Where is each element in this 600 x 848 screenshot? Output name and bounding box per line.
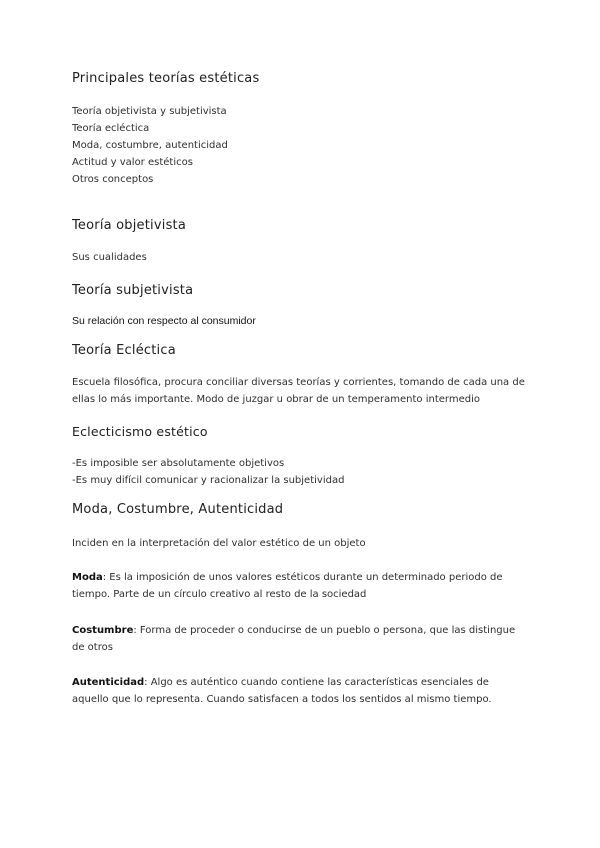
text-objetivista: Sus cualidades — [72, 252, 147, 263]
term-costumbre: Costumbre — [72, 625, 134, 636]
list-item: Otros conceptos — [72, 174, 154, 185]
def-autenticidad: : Algo es auténtico cuando contiene las características esenciales de aquello que lo representa. Cuando satisfacen a todos los sentidos al mismo tiempo. — [72, 677, 492, 705]
definition-costumbre — [72, 622, 528, 656]
list-item: Moda, costumbre, autenticidad — [72, 140, 228, 151]
term-moda: Moda — [72, 572, 103, 583]
heading-moda-costumbre: Moda, Costumbre, Autenticidad — [72, 502, 284, 517]
text-subjetivista: Su relación con respecto al consumidor — [72, 315, 256, 327]
heading-objetivista: Teoría objetivista — [72, 218, 187, 233]
text-moda-intro: Inciden en la interpretación del valor estético de un objeto — [72, 538, 366, 549]
heading-eclecticismo: Eclecticismo estético — [72, 424, 208, 439]
term-autenticidad: Autenticidad — [72, 677, 145, 688]
list-item: -Es imposible ser absolutamente objetivos — [72, 458, 285, 469]
heading-principales: Principales teorías estéticas — [72, 71, 260, 86]
list-item: Teoría ecléctica — [72, 123, 150, 134]
heading-subjetivista: Teoría subjetivista — [72, 283, 194, 298]
list-item: Teoría objetivista y subjetivista — [72, 106, 227, 117]
list-item: Actitud y valor estéticos — [72, 157, 193, 168]
heading-eclectica: Teoría Ecléctica — [72, 343, 176, 358]
definition-moda — [72, 569, 528, 603]
text-eclectica: Escuela filosófica, procura conciliar diversas teorías y corrientes, tomando de cada una de ellas lo más importante. Modo de juzgar u obrar de un temperamento intermedio — [72, 377, 525, 405]
list-item: -Es muy difícil comunicar y racionalizar la subjetividad — [72, 475, 345, 486]
definition-autenticidad — [72, 674, 528, 708]
def-moda: : Es la imposición de unos valores estéticos durante un determinado periodo de tiempo. Parte de un círculo creativo al resto de la sociedad — [72, 572, 503, 600]
def-costumbre: : Forma de proceder o conducirse de un pueblo o persona, que las distingue de otros — [72, 625, 516, 653]
